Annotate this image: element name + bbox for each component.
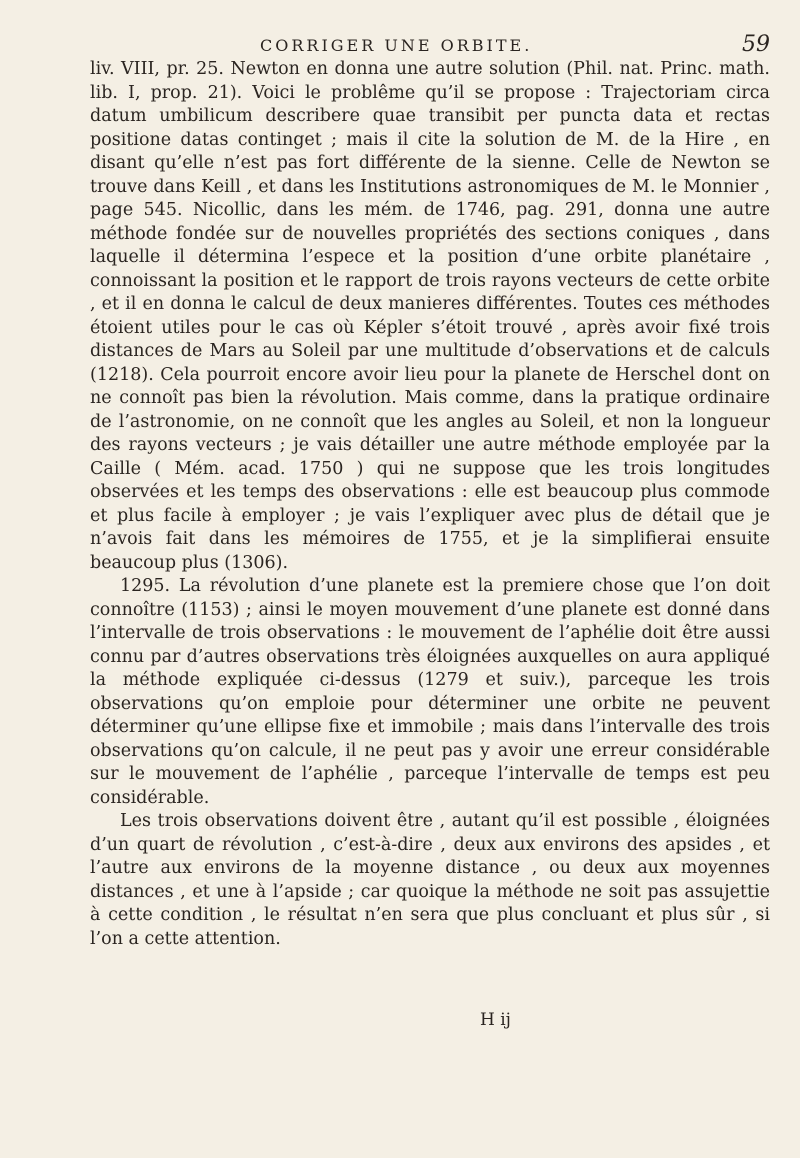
paragraph: Les trois observations doivent être , autant qu’il est possible , éloignées d’un quart de révolution , c’est-à-dire , deux aux environs des apsides , et l’autre aux environs de la moyenne distance , ou deux aux moyennes distances , et une à l’apside ; car quoique la méthode ne soit pas assujettie à cette condition , le résultat n’en sera que plus concluant et plus sûr , si l’on a cette attention. (90, 811, 770, 949)
paragraph: liv. VIII, pr. 25. Newton en donna une autre solution (Phil. nat. Princ. math. lib. I, prop. 21). Voici le problême qu’il se propose : Trajectoriam circa datum umbilicum describere quae transibit per puncta data et rectas positione datas continget ; mais il cite la solution de M. de la Hire , en disant qu’elle n’est pas fort différente de la sienne. Celle de Newton se trouve dans Keill , et dans les Institutions astronomiques de M. le Monnier , page 545. Nicollic, dans les mém. de 1746, pag. 291, donna une autre méthode fondée sur de nouvelles propriétés des sections coniques , dans laquelle il détermina l’espece et la position d’une orbite planétaire , connoissant la position et le rapport de trois rayons vecteurs de cette orbite , et il en donna le calcul de deux manieres différentes. Toutes ces méthodes étoient utiles pour le cas où Képler s’étoit trouvé , après avoir fixé trois distances de Mars au Soleil par une multitude d’observations et de calculs (1218). Cela pourroit encore avoir lieu pour la planete de Herschel dont on ne connoît pas bien la révolution. Mais comme, dans la pratique ordinaire de l’astronomie, on ne connoît que les angles au Soleil, et non la longueur des rayons vecteurs ; je vais détailler une autre méthode employée par la Caille ( Mém. acad. 1750 ) qui ne suppose que les trois longitudes observées et les temps des observations : elle est beaucoup plus commode et plus facile à employer ; je vais l’expliquer avec plus de détail que je n’avois fait dans les mémoires de 1755, et je la simplifierai ensuite beaucoup plus (1306). (90, 59, 770, 573)
page-number: 59 (742, 32, 770, 57)
paragraph: 1295. La révolution d’une planete est la premiere chose que l’on doit connoître (1153) ; ainsi le moyen mouvement d’une planete est donné dans l’intervalle de trois observations : le mouvement de l’aphélie doit être aussi connu par d’autres observations très éloignées auxquelles on aura appliqué la méthode expliquée ci-dessus (1279 et suiv.), parceque les trois observations qu’on emploie pour déterminer une orbite ne peuvent déterminer qu’une ellipse fixe et immobile ; mais dans l’intervalle des trois observations qu’on calcule, il ne peut pas y avoir une erreur considérable sur le mouvement de l’aphélie , parceque l’intervalle de temps est peu considérable. (90, 576, 770, 808)
signature-mark: H ij (480, 1010, 511, 1030)
body-text (90, 58, 770, 951)
running-title: CORRIGER UNE ORBITE. (260, 36, 533, 55)
page-header (90, 18, 770, 62)
